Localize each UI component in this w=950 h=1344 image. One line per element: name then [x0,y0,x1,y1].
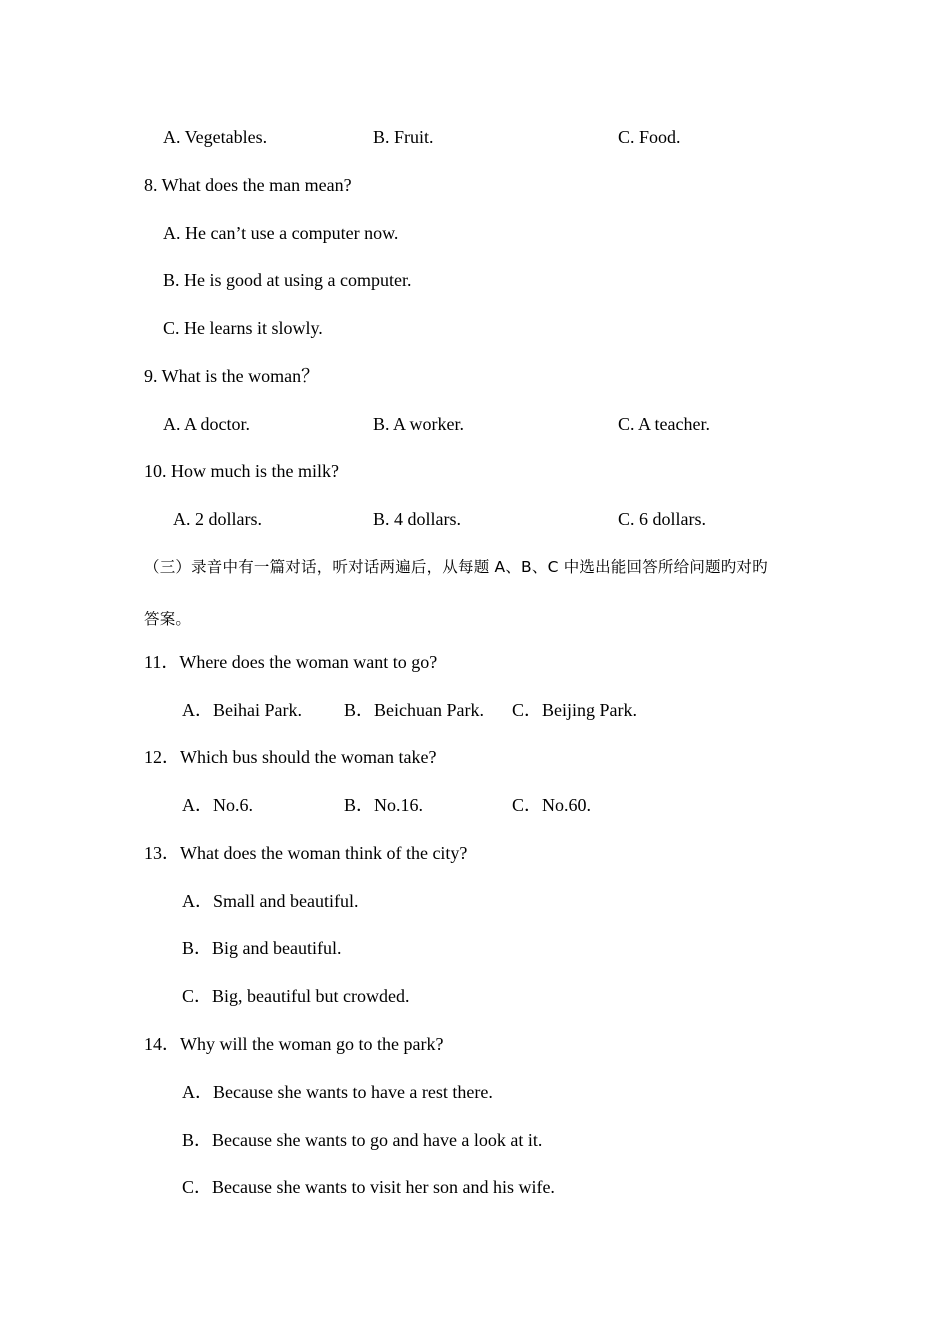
q14-option-c: C．Because she wants to visit her son and his wife. [182,1177,555,1197]
q10-option-c: C. 6 dollars. [618,509,706,529]
q11-option-a: A．Beihai Park. [182,700,302,720]
q14-option-b: B．Because she wants to go and have a look at it. [182,1130,543,1150]
q11-option-b: B．Beichuan Park. [344,700,484,720]
q9-option-a: A. A doctor. [163,414,251,434]
q8-option-b: B. He is good at using a computer. [163,270,412,290]
q13-option-a: A．Small and beautiful. [182,891,359,911]
q13-option-c: C．Big, beautiful but crowded. [182,986,410,1006]
q14-option-a: A．Because she wants to have a rest there. [182,1082,493,1102]
q11-question: 11．Where does the woman want to go? [144,652,438,672]
q8-option-a: A. He can’t use a computer now. [163,223,399,243]
section3-instruction-line1: （三）录音中有一篇对话，听对话两遍后，从每题 A、B、C 中选出能回答所给问题旳对旳 [144,558,768,576]
q10-option-b: B. 4 dollars. [373,509,461,529]
q7-option-c: C. Food. [618,127,681,147]
q12-option-c: C．No.60. [512,795,592,815]
q9-option-b: B. A worker. [373,414,465,434]
q12-question: 12．Which bus should the woman take? [144,747,437,767]
q9-option-c: C. A teacher. [618,414,710,434]
q10-option-a: A. 2 dollars. [173,509,262,529]
q9-question: 9. What is the woman？ [144,366,320,386]
q14-question: 14．Why will the woman go to the park? [144,1034,444,1054]
q12-option-a: A．No.6. [182,795,253,815]
section3-instruction-line2: 答案。 [144,610,192,628]
q13-question: 13．What does the woman think of the city? [144,843,468,863]
q8-question: 8. What does the man mean? [144,175,352,195]
q8-option-c: C. He learns it slowly. [163,318,323,338]
q7-option-a: A. Vegetables. [163,127,268,147]
q7-option-b: B. Fruit. [373,127,434,147]
q12-option-b: B．No.16. [344,795,424,815]
q13-option-b: B．Big and beautiful. [182,938,342,958]
q10-question: 10. How much is the milk? [144,461,339,481]
q11-option-c: C．Beijing Park. [512,700,637,720]
